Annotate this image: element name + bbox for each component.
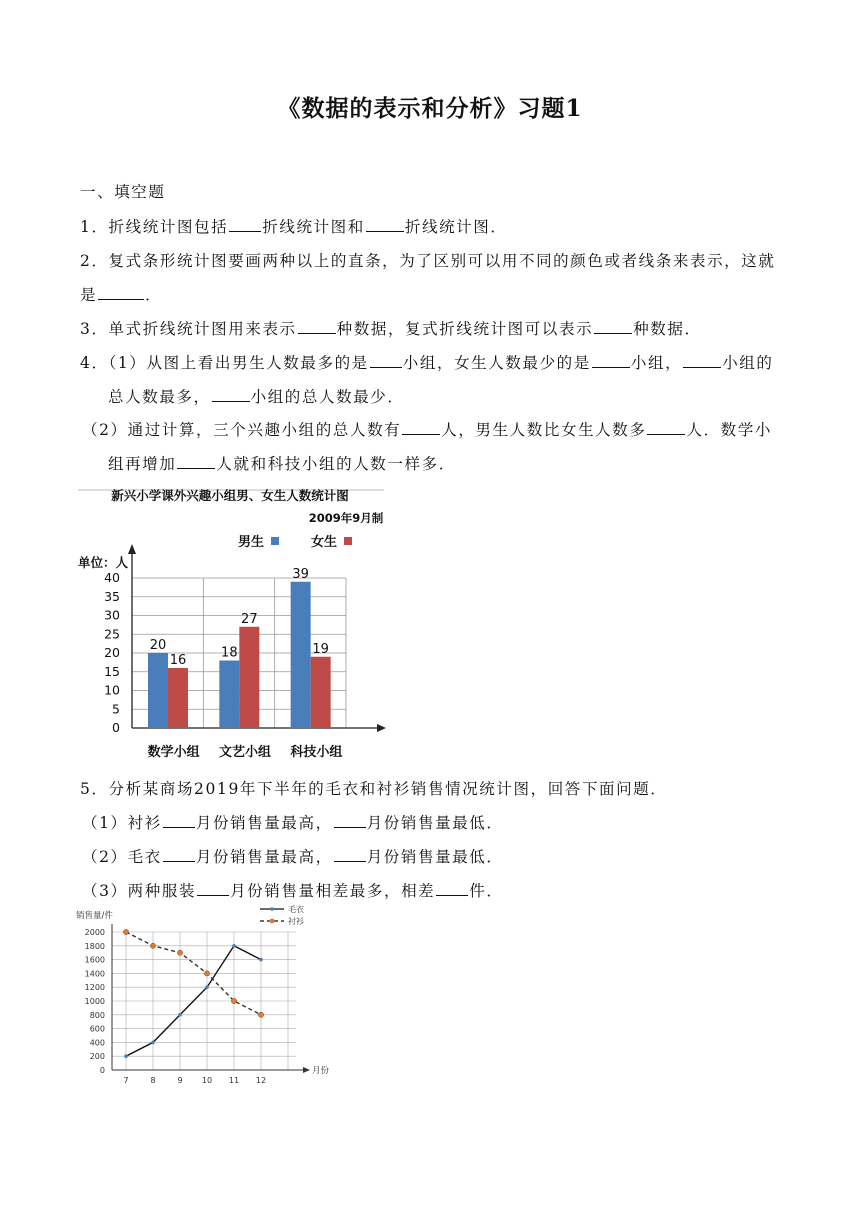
bar-value-label: 39: [292, 566, 309, 582]
bar-value-label: 20: [149, 638, 167, 653]
bar-value-label: 19: [312, 641, 329, 657]
data-point: [124, 1054, 128, 1058]
y-tick-label: 25: [104, 626, 120, 642]
x-tick-label: 12: [255, 1076, 267, 1085]
data-point: [178, 1013, 182, 1017]
y-tick-label: 400: [89, 1038, 105, 1048]
data-point: [258, 1012, 263, 1017]
question-5-part-1: （1）衬衫 月份销售量最高， 月份销售量最低．: [82, 814, 504, 832]
data-point: [151, 1041, 155, 1045]
legend-label: 男生: [238, 535, 265, 550]
bar: [239, 627, 259, 728]
x-tick-label: 文艺小组: [218, 745, 272, 760]
question-4-line-3: （2）通过计算，三个兴趣小组的总人数有 人，男生人数比女生人数多 人．数学小: [82, 421, 772, 439]
data-point: [204, 971, 209, 976]
data-point: [150, 943, 155, 948]
question-3: 3．单式折线统计图用来表示 种数据，复式折线统计图可以表示 种数据．: [80, 320, 702, 338]
bar-value-label: 27: [241, 611, 258, 627]
y-tick-label: 15: [104, 663, 120, 679]
legend-label: 女生: [311, 535, 338, 550]
question-5-part-2: （2）毛衣 月份销售量最高， 月份销售量最低．: [82, 848, 504, 866]
answer-blank[interactable]: [163, 847, 195, 862]
x-tick-label: 数学小组: [147, 745, 200, 760]
legend-label: 毛衣: [288, 905, 304, 914]
y-tick-label: 0: [99, 1066, 105, 1075]
data-point: [259, 958, 263, 962]
data-point: [123, 929, 128, 934]
y-tick-label: 1200: [84, 983, 105, 993]
answer-blank[interactable]: [683, 353, 721, 368]
section-heading: 一、填空题: [80, 183, 166, 201]
legend-marker: [270, 907, 274, 911]
question-4-line-2: 总人数最多， 小组的总人数最少．: [108, 388, 405, 406]
answer-blank[interactable]: [334, 813, 366, 828]
y-tick-label: 30: [104, 607, 120, 623]
chart-title: 新兴小学课外兴趣小组男、女生人数统计图: [111, 488, 349, 503]
answer-blank[interactable]: [229, 217, 261, 232]
answer-blank[interactable]: [334, 847, 366, 862]
x-axis-arrow: [303, 1067, 310, 1073]
page-title: 《数据的表示和分析》习题1: [277, 95, 583, 122]
answer-blank[interactable]: [298, 319, 336, 334]
question-2-cont: 是 ．: [80, 286, 163, 304]
y-tick-label: 35: [104, 588, 120, 604]
bar: [291, 582, 311, 728]
y-tick-label: 600: [89, 1024, 105, 1034]
x-axis-arrow: [377, 724, 386, 732]
y-tick-label: 0: [112, 720, 120, 735]
x-tick-label: 7: [123, 1076, 129, 1085]
bar: [168, 668, 188, 728]
question-5-intro: 5．分析某商场2019年下半年的毛衣和衬衫销售情况统计图，回答下面问题．: [80, 780, 668, 798]
legend-label: 衬衫: [288, 917, 304, 926]
answer-blank[interactable]: [163, 813, 195, 828]
bar: [311, 657, 331, 728]
bar: [148, 653, 168, 728]
legend-swatch: [344, 537, 352, 545]
question-5-part-3: （3）两种服装 月份销售量相差最多，相差 件．: [82, 882, 504, 900]
answer-blank[interactable]: [370, 353, 402, 368]
y-tick-label: 40: [104, 570, 120, 585]
bar: [219, 661, 239, 729]
answer-blank[interactable]: [647, 420, 685, 435]
data-point: [177, 950, 182, 955]
x-tick-label: 科技小组: [290, 745, 343, 760]
answer-blank[interactable]: [436, 881, 468, 896]
y-tick-label: 200: [89, 1052, 105, 1062]
question-4-line-4: 组再增加 人就和科技小组的人数一样多．: [108, 455, 456, 473]
y-axis-label: 单位：人: [78, 555, 129, 570]
data-point: [231, 998, 236, 1003]
line-chart: [74, 904, 344, 1085]
y-tick-label: 5: [112, 701, 120, 717]
question-4-line-1: 4．（1）从图上看出男生人数最多的是 小组，女生人数最少的是 小组， 小组的: [80, 354, 774, 372]
y-tick-label: 800: [89, 1010, 105, 1020]
answer-blank[interactable]: [366, 217, 404, 232]
answer-blank[interactable]: [594, 319, 632, 334]
y-tick-label: 20: [104, 645, 120, 660]
answer-blank[interactable]: [592, 353, 630, 368]
x-tick-label: 8: [150, 1076, 156, 1085]
data-point: [205, 985, 209, 989]
x-tick-label: 10: [201, 1076, 213, 1085]
y-tick-label: 2000: [84, 928, 105, 937]
bar-chart: [76, 484, 396, 766]
y-tick-label: 1800: [84, 941, 105, 951]
question-2: 2．复式条形统计图要画两种以上的直条，为了区别可以用不同的颜色或者线条来表示，这就: [80, 252, 776, 270]
bar-value-label: 18: [221, 645, 238, 661]
y-axis-arrow: [128, 544, 136, 554]
bar-value-label: 16: [169, 653, 187, 668]
answer-blank[interactable]: [402, 420, 440, 435]
x-tick-label: 9: [177, 1076, 183, 1085]
y-axis-label: 销售量/件: [76, 911, 113, 921]
answer-blank[interactable]: [197, 881, 229, 896]
x-tick-label: 11: [228, 1076, 240, 1085]
legend-marker: [270, 919, 275, 924]
answer-blank[interactable]: [212, 387, 250, 402]
legend-swatch: [271, 537, 279, 545]
x-axis-label: 月份: [312, 1066, 330, 1076]
question-1: 1．折线统计图包括 折线统计图和 折线统计图．: [80, 218, 508, 236]
answer-blank[interactable]: [98, 285, 144, 300]
y-tick-label: 1000: [84, 997, 105, 1006]
y-tick-label: 10: [104, 682, 120, 698]
chart-subtitle: 2009年9月制: [308, 511, 384, 525]
y-tick-label: 1400: [84, 969, 105, 979]
y-tick-label: 1600: [84, 955, 105, 965]
data-point: [232, 944, 236, 948]
answer-blank[interactable]: [177, 454, 215, 469]
